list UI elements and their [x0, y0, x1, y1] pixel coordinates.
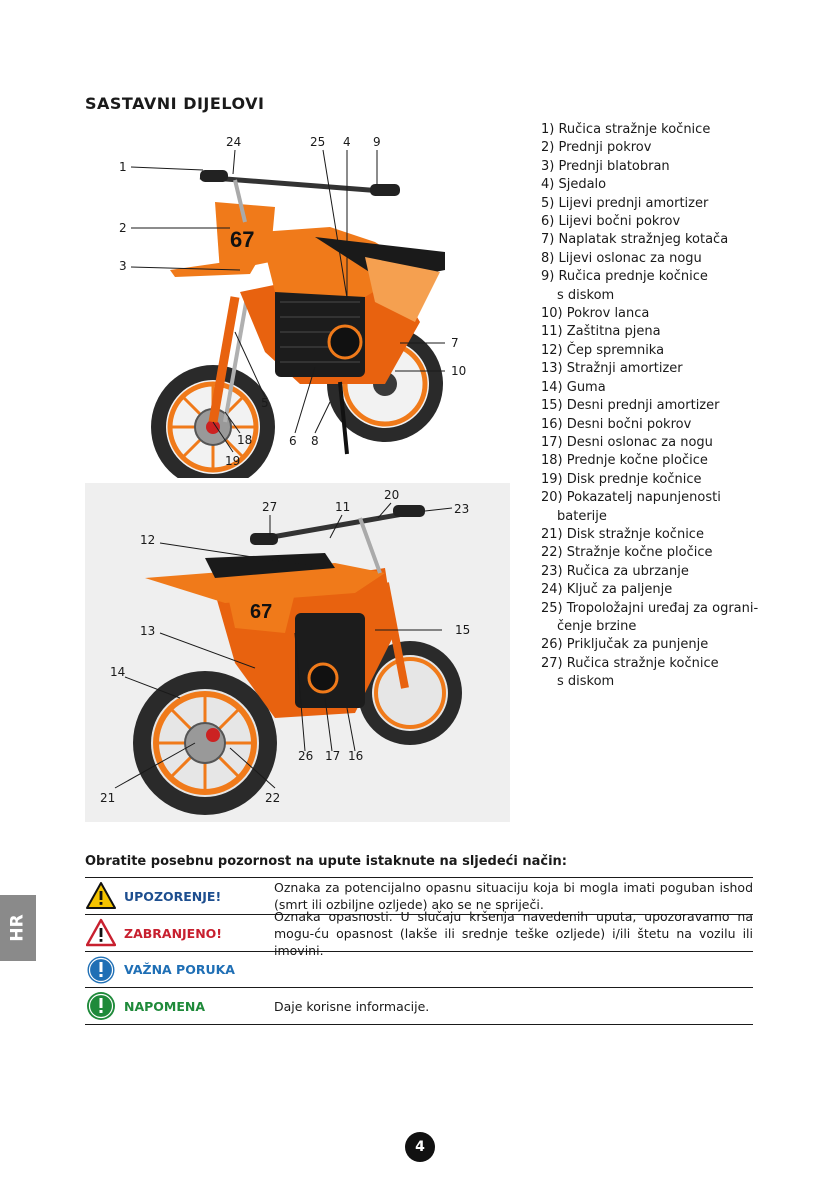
- callout-23: 23: [454, 502, 470, 516]
- list-item: 25) Tropoložajni uređaj za ograni-: [541, 600, 759, 616]
- parts-list: [541, 121, 791, 692]
- list-item: 16) Desni bočni pokrov: [541, 416, 692, 432]
- bike-photo-right: [85, 483, 510, 822]
- list-item: 13) Stražnji amortizer: [541, 361, 683, 377]
- notice-row-note: [85, 988, 753, 1025]
- callout-16: 16: [348, 749, 364, 763]
- list-item: s diskom: [557, 287, 615, 303]
- important-label: VAŽNA PORUKA: [124, 962, 235, 977]
- svg-text:67: 67: [250, 601, 273, 623]
- list-item: baterije: [557, 508, 607, 524]
- list-item: 3) Prednji blatobran: [541, 158, 670, 174]
- callout-11: 11: [335, 500, 351, 514]
- list-item: čenje brzine: [557, 618, 637, 634]
- list-item: 27) Ručica stražnje kočnice: [541, 655, 719, 671]
- language-tab-label: HR: [7, 914, 28, 942]
- callout-2: 2: [119, 221, 127, 235]
- list-item: 26) Priključak za punjenje: [541, 637, 709, 653]
- list-item: 9) Ručica prednje kočnice: [541, 269, 708, 285]
- callout-7: 7: [451, 336, 459, 350]
- callout-5: 5: [261, 396, 269, 410]
- note-label: NAPOMENA: [124, 998, 206, 1014]
- callout-27: 27: [262, 500, 278, 514]
- note-text: Daje korisne informacije.: [274, 998, 430, 1014]
- callout-3: 3: [119, 259, 127, 273]
- list-item: 12) Čep spremnika: [541, 342, 665, 358]
- callout-12: 12: [140, 533, 156, 547]
- callout-8: 8: [311, 434, 319, 448]
- note-circle-icon: [86, 991, 116, 1021]
- prohibited-label: ZABRANJENO!: [124, 925, 223, 941]
- section-title: SASTAVNI DIJELOVI: [85, 94, 265, 113]
- warning-triangle-icon: [86, 881, 116, 911]
- list-item: 11) Zaštitna pjena: [541, 324, 661, 340]
- callout-21: 21: [100, 791, 116, 805]
- callout-22: 22: [265, 791, 281, 805]
- list-item: 6) Lijevi bočni pokrov: [541, 214, 681, 230]
- callout-6: 6: [289, 434, 297, 448]
- notice-row-important: [85, 952, 753, 988]
- prohibited-triangle-icon: [86, 918, 116, 948]
- list-item: 5) Lijevi prednji amortizer: [541, 195, 709, 211]
- callout-15: 15: [455, 623, 471, 637]
- callout-9: 9: [373, 135, 381, 149]
- list-item: 23) Ručica za ubrzanje: [541, 563, 689, 579]
- list-item: 17) Desni oslonac za nogu: [541, 434, 713, 450]
- list-item: s diskom: [557, 674, 615, 690]
- list-item: 10) Pokrov lanca: [541, 306, 650, 322]
- callout-4: 4: [343, 135, 351, 149]
- notice-table: [85, 877, 753, 1025]
- list-item: 20) Pokazatelj napunjenosti: [541, 490, 721, 506]
- list-item: 21) Disk stražnje kočnice: [541, 526, 704, 542]
- callout-24: 24: [226, 135, 242, 149]
- callout-25: 25: [310, 135, 326, 149]
- callout-19: 19: [225, 454, 241, 468]
- list-item: 8) Lijevi oslonac za nogu: [541, 250, 702, 266]
- warning-text: Oznaka za potencijalno opasnu situaciju koja bi mogla imati poguban ishod (smrt ili ozbiljne ozljede) ako se ne spriječi.: [274, 880, 753, 912]
- callout-1: 1: [119, 160, 127, 174]
- list-item: 2) Prednji pokrov: [541, 140, 652, 156]
- list-item: 18) Prednje kočne pločice: [541, 453, 708, 469]
- warning-label: UPOZORENJE!: [124, 888, 222, 904]
- list-item: 4) Sjedalo: [541, 177, 607, 193]
- callout-26: 26: [298, 749, 314, 763]
- info-circle-icon: [86, 955, 116, 985]
- notice-title: Obratite posebnu pozornost na upute istaknute na sljedeći način:: [85, 854, 568, 869]
- callout-20: 20: [384, 488, 400, 502]
- callout-13: 13: [140, 624, 156, 638]
- list-item: 7) Naplatak stražnjeg kotača: [541, 232, 729, 248]
- list-item: 15) Desni prednji amortizer: [541, 398, 720, 414]
- list-item: 19) Disk prednje kočnice: [541, 471, 702, 487]
- page-number: 4: [405, 1132, 435, 1162]
- callout-10: 10: [451, 364, 467, 378]
- list-item: 22) Stražnje kočne pločice: [541, 545, 713, 561]
- language-tab: [0, 895, 36, 961]
- callout-17: 17: [325, 749, 341, 763]
- list-item: 24) Ključ za paljenje: [541, 582, 673, 598]
- callout-14: 14: [110, 665, 126, 679]
- bike-photo-left: [85, 122, 510, 478]
- prohibited-text: Oznaka opasnosti. U slučaju kršenja navedenih uputa, upozoravamo na mogu-ću opasnost (lakše ili srednje teške ozljede) i/ili štetu na vozilu ili imovini.: [274, 908, 753, 958]
- list-item: 14) Guma: [541, 379, 606, 395]
- svg-text:67: 67: [230, 227, 255, 252]
- list-item: 1) Ručica stražnje kočnice: [541, 122, 711, 137]
- notice-row-prohibited: [85, 908, 753, 958]
- callout-18: 18: [237, 433, 253, 447]
